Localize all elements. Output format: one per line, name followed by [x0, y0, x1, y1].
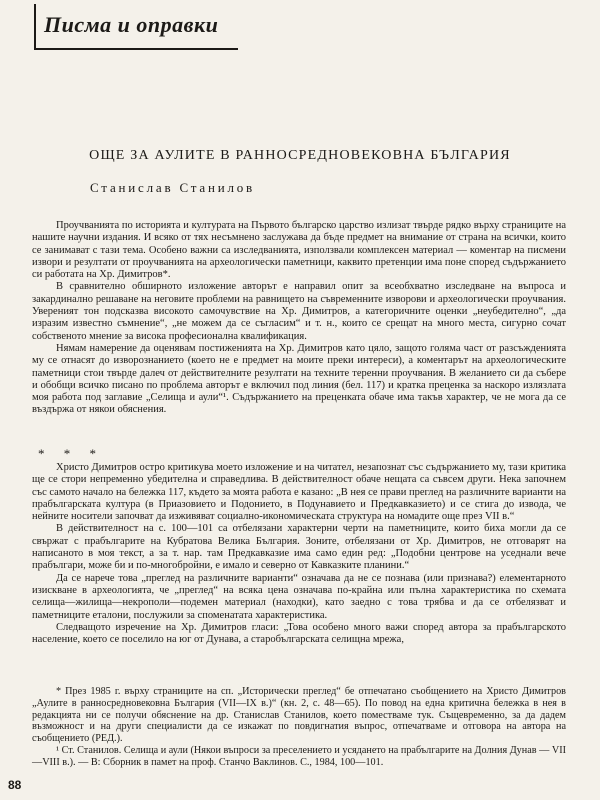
- paragraph: Следващото изречение на Хр. Димитров гласи: „Това особено много важи според автора за прабългарското население, което се поселило на юг от Дунава, а старобългарската селищна мрежа,: [32, 621, 566, 646]
- footnote: ¹ Ст. Станилов. Селища и аули (Някои въпроси за преселението и усядането на прабългарите на Долния Дунав — VII—VIII в.). — В: Сборник в памет на проф. Станчо Ваклинов. С., 1984, 100—101.: [32, 744, 566, 768]
- article-body-continued: [32, 462, 566, 646]
- paragraph: В действителност на с. 100—101 са отбелязани характерни черти на паметниците, които биха могли да се свържат с прабългарите на Кубратова Велика България. Зоните, отбелязани от Хр. Димитров, не отговарят на написаното в моя текст, а за т. нар. там Предкавказие има само един ред: „Подобни центрове на уседнали вече прабългари, може би и по-многобройни, е имало и северно от Кавказките планини.“: [32, 523, 566, 572]
- article-title: ОЩЕ ЗА АУЛИТЕ В РАННОСРЕДНОВЕКОВНА БЪЛГАРИЯ: [89, 148, 511, 163]
- article-author: Станислав Станилов: [90, 180, 255, 195]
- section-title: Писма и оправки: [44, 12, 219, 37]
- paragraph: В сравнително обширното изложение авторът е направил опит за всеобхватно изследване на въпроса и закардинално решаване на неговите проблеми на равнището на съвременните изворови и археологически проучвания. Увереният тон подсказва високото самочувствие на Хр. Димитров, а категоричните оценки „неубедително“, „да изразим известно съмнение“, „не можем да се съгласим“ и т. н., които се срещат на много места, сигурно сочат собственото мнение за висока професионална квалификация.: [32, 281, 566, 342]
- paragraph: Да се нарече това „преглед на различните варианти“ означава да не се познава (или признава?) елементарното изискване в археологията, че „преглед“ на всяка цена означава по-крайна или пълна характеристика по схемата селища—жилища—некрополи—подемен материал (находки), като заедно с това трябва и да се отбелязват и паметниците еталони, послужили за споменатата характеристика.: [32, 572, 566, 621]
- paragraph: Нямам намерение да оценявам постиженията на Хр. Димитров като цяло, защото голяма част от разсъжденията му се отнасят до изворознанието (което не е предмет на моите преки интереси), а коментарът на археологическите паметници стои твърде далеч от действителните резултати на техните теренни проучвания. В желанието си да събере и обобщи всичко писано по проблема авторът е включил под линия (бел. 117) и кратка преценка за наскоро излязлата моя работа под заглавие „Селища и аули“¹. Съдържанието на преценката обаче има такъв характер, че не мога да се въздържа от някои обяснения.: [32, 342, 566, 416]
- page-number: 88: [8, 778, 22, 792]
- paragraph: Проучванията по историята и културата на Първото българско царство излизат твърде рядко върху страниците на нашите научни издания. И всяко от тях несъмнено заслужава да бъде предмет на внимание от страна на всички, които се занимават с тази тема. Особено важни са изследванията, използвали комплексен материал — коментар на писмени извори и резултати от проучванията на археологически паметници, каквито претенции има поне според съдържанието си работата на Хр. Димитров*.: [32, 220, 566, 281]
- footnote: * През 1985 г. върху страниците на сп. „Исторически преглед“ бе отпечатано съобщението на Христо Димитров „Аулите в ранносредновековна България (VII—IX в.)“ (кн. 2, с. 48—65). По повод на една критична бележка в нея в редакцията ни се получи обяснение на др. Станислав Станилов, което поместваме тук. Същевременно, за да дадем възможност и на други специалисти да се изкажат по повдигнатия въпрос, отпечатваме и отговора на автора на съобщението (РЕД.).: [32, 686, 566, 745]
- article-body: [32, 220, 566, 417]
- paragraph: Христо Димитров остро критикува моето изложение и на читател, незапознат със съдържанието му, тази критика ще се стори непременно убедителна и справедлива. В действителност обаче нещата са съвсем други. Нека започнем със самото начало на бележка 117, където за моята работа е казано: „В нея се прави преглед на различните варианти на прабългарската култура (в Приазовието и Подонието, в Подунавието и Предкавказието) и се стига до извода, че нейните носители започват да изживяват социално-икономическата структура на номадите още през VII в.“: [32, 462, 566, 523]
- section-separator: * * *: [38, 446, 104, 461]
- footnotes: [32, 686, 566, 769]
